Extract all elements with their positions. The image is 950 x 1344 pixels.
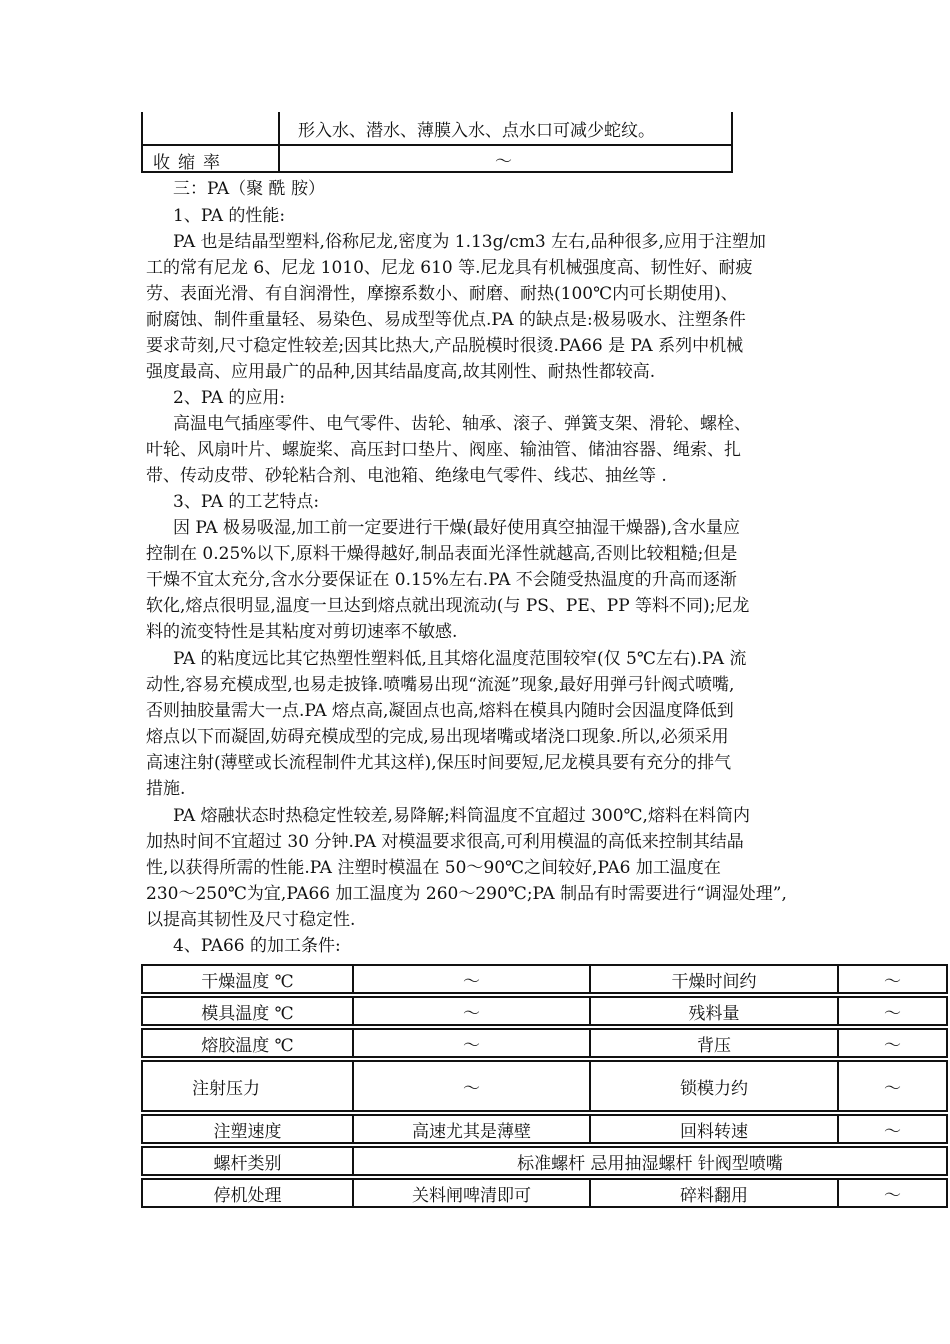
paragraph-line: 工的常有尼龙 6、尼龙 1010、尼龙 610 等.尼龙具有机械强度高、韧性好、耐疲	[146, 258, 753, 278]
heading-conditions: 4、PA66 的加工条件:	[173, 936, 341, 956]
shrinkage-table	[141, 112, 733, 173]
paragraph-line: 措施.	[146, 779, 186, 799]
table-cell: ～	[837, 1180, 946, 1206]
table-row	[141, 1114, 948, 1144]
paragraph-line: 高速注射(薄壁或长流程制件尤其这样),保压时间要短,尼龙模具要有充分的排气	[146, 753, 732, 773]
paragraph-line: 高温电气插座零件、电气零件、齿轮、轴承、滚子、弹簧支架、滑轮、螺栓、	[173, 414, 751, 434]
paragraph-line: 劳、表面光滑、有自润滑性，摩擦系数小、耐磨、耐热(100℃内可长期使用)、	[146, 284, 738, 304]
table-cell: ～	[837, 966, 946, 992]
paragraph-line: PA 熔融状态时热稳定性较差,易降解;料筒温度不宜超过 300℃,熔料在料筒内	[173, 806, 750, 826]
heading-applications: 2、PA 的应用:	[173, 388, 286, 408]
table-cell-label: 干燥温度 ℃	[201, 971, 294, 992]
section-title: 三：PA（聚 酰 胺）	[173, 179, 325, 199]
paragraph-line: 以提高其韧性及尺寸稳定性.	[146, 910, 356, 930]
table-row	[141, 996, 948, 1026]
table-cell-label: 回料转速	[589, 1116, 837, 1142]
paragraph-line: 干燥不宜太充分,含水分要保证在 0.15%左右.PA 不会随受热温度的升高而逐渐	[146, 570, 737, 590]
table-cell-label: 注射压力	[192, 1078, 260, 1099]
paragraph-line: 料的流变特性是其粘度对剪切速率不敏感.	[146, 622, 458, 642]
table-cell: ～	[837, 1062, 946, 1110]
table-cell: ～	[837, 1116, 946, 1142]
table-cell-label: 背压	[589, 1030, 837, 1056]
paragraph-line: 耐腐蚀、制件重量轻、易染色、易成型等优点.PA 的缺点是:极易吸水、注塑条件	[146, 310, 746, 330]
table-cell: ～	[495, 152, 512, 172]
table-cell: 形入水、潜水、薄膜入水、点水口可减少蛇纹。	[298, 121, 655, 141]
table-cell: ～	[352, 966, 589, 992]
paragraph-line: PA 也是结晶型塑料,俗称尼龙,密度为 1.13g/cm3 左右,品种很多,应用于注塑加	[173, 232, 766, 252]
paragraph-line: 加热时间不宜超过 30 分钟.PA 对模温要求很高,可利用模温的高低来控制其结晶	[146, 832, 744, 852]
table-cell-label: 干燥时间约	[589, 966, 837, 992]
paragraph-line: 熔点以下而凝固,妨碍充模成型的完成,易出现堵嘴或堵浇口现象.所以,必须采用	[146, 727, 729, 747]
paragraph-line: 动性,容易充模成型,也易走披锋.喷嘴易出现“流涎”现象,最好用弹弓针阀式喷嘴,	[146, 675, 735, 695]
table-cell: 关料闸啤清即可	[352, 1180, 589, 1206]
table-cell: 高速尤其是薄壁	[352, 1116, 589, 1142]
paragraph-line: 要求苛刻,尺寸稳定性较差;因其比热大,产品脱模时很烫.PA66 是 PA 系列中机械	[146, 336, 744, 356]
table-cell-label: 注塑速度	[213, 1121, 282, 1142]
table-row	[141, 1028, 948, 1058]
table-cell: ～	[837, 998, 946, 1024]
table-cell: ～	[352, 998, 589, 1024]
table-cell: ～	[837, 1030, 946, 1056]
heading-process: 3、PA 的工艺特点:	[173, 492, 320, 512]
paragraph-line: 叶轮、风扇叶片、螺旋桨、高压封口垫片、阀座、输油管、储油容器、绳索、扎	[146, 440, 741, 460]
table-divider	[143, 144, 731, 146]
table-cell-label: 碎料翻用	[589, 1180, 837, 1206]
heading-properties: 1、PA 的性能:	[173, 206, 286, 226]
paragraph-line: 带、传动皮带、砂轮粘合剂、电池箱、绝缘电气零件、线芯、抽丝等 .	[146, 466, 667, 486]
paragraph-line: 因 PA 极易吸湿,加工前一定要进行干燥(最好使用真空抽湿干燥器),含水量应	[173, 518, 741, 538]
paragraph-line: 性,以获得所需的性能.PA 注塑时模温在 50～90℃之间较好,PA6 加工温度在	[146, 858, 721, 878]
table-row	[141, 1060, 948, 1112]
table-divider	[278, 112, 280, 171]
paragraph-line: 控制在 0.25%以下,原料干燥得越好,制品表面光泽性就越高,否则比较粗糙;但是	[146, 544, 738, 564]
paragraph-line: 软化,熔点很明显,温度一旦达到熔点就出现流动(与 PS、PE、PP 等料不同);尼龙	[146, 596, 750, 616]
table-row	[141, 1178, 948, 1208]
table-row	[141, 1146, 948, 1176]
table-cell: 标准螺杆 忌用抽湿螺杆 针阀型喷嘴	[352, 1148, 946, 1174]
table-row	[141, 964, 948, 994]
table-cell-label: 残料量	[589, 998, 837, 1024]
paragraph-line: 否则抽胶量需大一点.PA 熔点高,凝固点也高,熔料在模具内随时会因温度降低到	[146, 701, 734, 721]
table-cell-label: 螺杆类别	[213, 1153, 282, 1174]
paragraph-line: PA 的粘度远比其它热塑性塑料低,且其熔化温度范围较窄(仅 5℃左右).PA 流	[173, 649, 747, 669]
table-cell-label: 锁模力约	[589, 1062, 837, 1110]
table-cell: ～	[352, 1030, 589, 1056]
paragraph-line: 230～250℃为宜,PA66 加工温度为 260～290℃;PA 制品有时需要进行“调湿处理”,	[146, 884, 787, 904]
paragraph-line: 强度最高、应用最广的品种,因其结晶度高,故其刚性、耐热性都较高.	[146, 362, 656, 382]
table-cell-label: 模具温度 ℃	[201, 1003, 294, 1024]
table-cell-label: 停机处理	[213, 1185, 282, 1206]
table-cell-label: 熔胶温度 ℃	[201, 1035, 294, 1056]
table-cell-label: 收缩率	[153, 153, 228, 173]
table-cell: ～	[352, 1062, 589, 1110]
